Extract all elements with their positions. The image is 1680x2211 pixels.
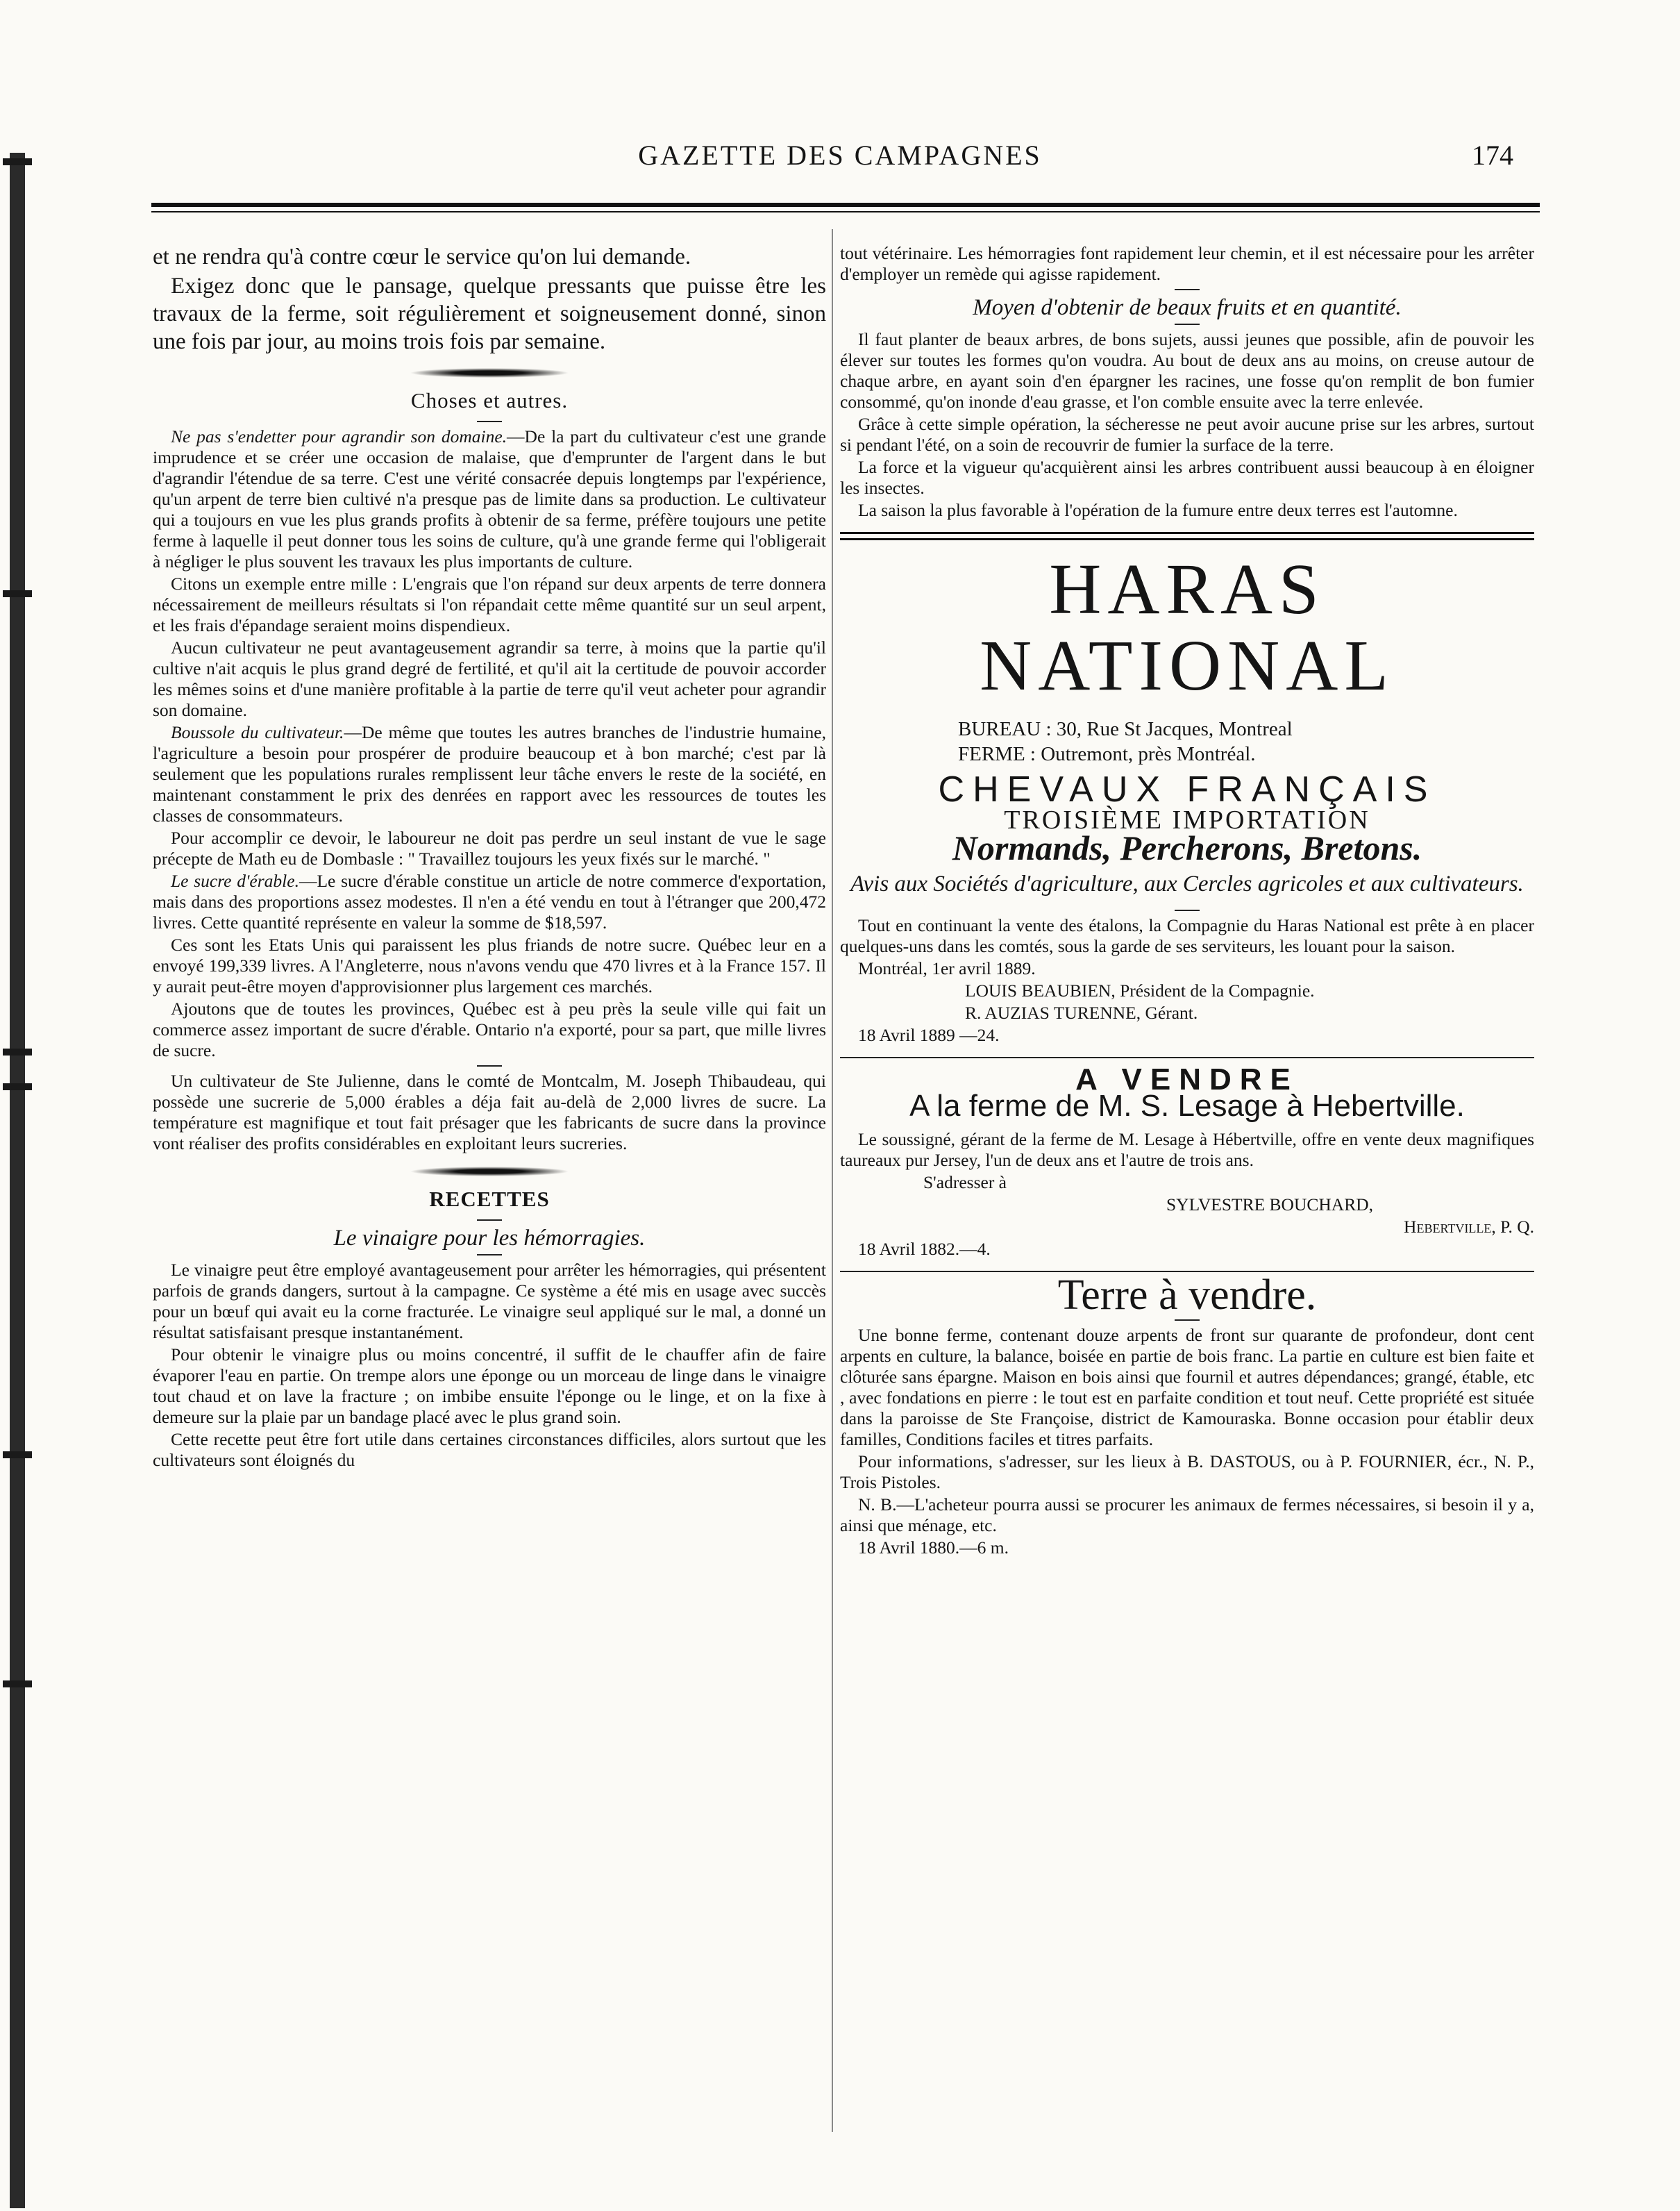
ad-address: FERME : Outremont, près Montréal. <box>958 743 1256 765</box>
left-column <box>153 243 826 1472</box>
ad-subtitle: A la ferme de M. S. Lesage à Hebertville. <box>909 1089 1465 1123</box>
paragraph: et ne rendra qu'à contre cœur le service qu'on lui demande. <box>153 244 691 269</box>
divider <box>840 1057 1534 1058</box>
binding-knot <box>3 1049 32 1056</box>
paragraph: La saison la plus favorable à l'opération de la fumure entre deux terres est l'automne. <box>858 500 1458 520</box>
page-number: 174 <box>1472 140 1513 171</box>
ad-footer: 18 Avril 1880.—6 m. <box>858 1537 1009 1558</box>
ad-address-label: S'adresser à <box>923 1172 1007 1192</box>
short-rule <box>477 421 502 422</box>
subsection-heading: Le vinaigre pour les hémorragies. <box>333 1226 646 1251</box>
ad-notice: Avis aux Sociétés d'agriculture, aux Cercles agricoles et aux cultivateurs. <box>850 871 1524 896</box>
paragraph: Pour accomplir ce devoir, le laboureur ne doit pas perdre un seul instant de vue le sage précepte de Math eu de Dombasle : " Travaillez toujours les yeux fixés sur le marché. " <box>153 828 826 869</box>
paragraph: Cette recette peut être fort utile dans certaines circonstances difficiles, alors surtout que les cultivateurs sont éloignés du <box>153 1429 826 1470</box>
item-title: Boussole du cultivateur. <box>171 722 344 742</box>
item-text: —De la part du cultivateur c'est une grande imprudence et se créer une occasion de malaise, que d'emprunter de l'argent dans le but d'agrandir l'étendue de sa terre. C'est une vérité consacrée depuis longtemps par l'expérience, qu'un arpent de terre bien cultivé n'a presque pas de limite dans sa production. Le cultivateur qui a toujours en vue les plus grands profits à obtenir de sa ferme, préfère toujours une petite ferme à laquelle il peut donner tous les soins de culture, qu'à une grande ferme qui l'obligerait à négliger le plus souvent les travaux les plus importants de culture. <box>153 426 826 571</box>
ornamental-rule <box>410 1167 569 1176</box>
header-rule-thin <box>151 211 1540 212</box>
binding-knot <box>3 1083 32 1090</box>
paragraph: Pour informations, s'adresser, sur les lieux à B. DASTOUS, ou à P. FOURNIER, écr., N. P., Trois Pistoles. <box>840 1451 1534 1492</box>
ad-date: Montréal, 1er avril 1889. <box>858 958 1036 978</box>
subsection-heading: Moyen d'obtenir de beaux fruits et en quantité. <box>973 295 1402 320</box>
paragraph: N. B.—L'acheteur pourra aussi se procurer les animaux de fermes nécessaires, si besoin il y a, ainsi que ménage, etc. <box>840 1494 1534 1535</box>
binding-knot <box>3 1451 32 1458</box>
paragraph: Citons un exemple entre mille : L'engrais que l'on répand sur deux arpents de terre donnera nécessairement de meilleurs résultats si l'on répandait cette même quantité sur un seul arpent, et les frais d'épandage seraient moins dispendieux. <box>153 574 826 635</box>
advertisement-vendre <box>840 1062 1534 1260</box>
paragraph: Il faut planter de beaux arbres, de bons sujets, aussi jeunes que possible, afin de pouvoir les élever sur toutes les formes qu'on voudra. Au bout de deux ans au moins, on creuse autour de chaque arbre, en ayant soin d'en épargner les racines, une fosse qu'on remplit de bon fumier consommé, qu'on inonde d'eau grasse, et l'on comble ensuite avec la terre enlevée. <box>840 329 1534 412</box>
paragraph: Le soussigné, gérant de la ferme de M. Lesage à Hébertville, offre en vente deux magnifiques taureaux pur Jersey, l'un de deux ans et l'autre de trois ans. <box>840 1129 1534 1170</box>
paragraph: Le vinaigre peut être employé avantageusement pour arrêter les hémorragies, qui présentent parfois de grands dangers, surtout à la campagne. Ce système a été mis en usage avec succès pour un bœuf qui avait eu la corne fracturée. Le vinaigre seul appliqué sur le mal, a donné un résultat satisfaisant presque instantanément. <box>153 1260 826 1342</box>
paragraph: Aucun cultivateur ne peut avantageusement agrandir sa terre, à moins que la partie qu'il cultive n'ait acquis le plus grand degré de fertilité, et qu'il ait la certitude de pouvoir accorder les mêmes soins et d'une manière profitable à la partie de terre qu'il veut acheter pour agrandir son domaine. <box>153 637 826 720</box>
ad-title: A VENDRE <box>1075 1062 1299 1096</box>
ad-signature: LOUIS BEAUBIEN, Président de la Compagnie. <box>965 981 1315 1001</box>
section-heading: RECETTES <box>429 1187 550 1211</box>
ad-breeds: Normands, Percherons, Bretons. <box>952 828 1422 867</box>
advertisement-haras <box>840 551 1534 1046</box>
ad-signature: R. AUZIAS TURENNE, Gérant. <box>965 1003 1198 1023</box>
paragraph: Un cultivateur de Ste Julienne, dans le comté de Montcalm, M. Joseph Thibaudeau, qui possède une sucrerie de 5,000 érables a déja fait au-delà de 2,000 livres de sucre. La température est magnifique et tout fait présager que les fabricants de sucre dans la province vont réaliser des profits considérables en exploitant leurs sucreries. <box>153 1071 826 1153</box>
column-separator <box>832 229 833 2132</box>
short-rule <box>1175 1319 1200 1321</box>
double-rule <box>840 532 1534 540</box>
item-text: —De même que toutes les autres branches de l'industrie humaine, l'agriculture a besoin pour prospérer de produire beaucoup et à bon marché; c'est par là seulement que les populations rurales remplissent leur tâche envers le reste de la société, en maintenant constamment le prix des denrées en rapport avec les ressources de toutes les classes de consommateurs. <box>153 722 826 826</box>
binding-knot <box>3 1680 32 1687</box>
paragraph: Exigez donc que le pansage, quelque pressants que puisse être les travaux de la ferme, soit régulièrement et soigneusement donné, sinon une fois par jour, au moins trois fois par semaine. <box>153 274 826 354</box>
ad-subheadline: TROISIÈME IMPORTATION <box>1004 806 1370 835</box>
short-rule <box>1175 289 1200 290</box>
ad-title: Terre à vendre. <box>1057 1271 1317 1319</box>
ad-footer: 18 Avril 1889 —24. <box>858 1025 1000 1045</box>
item-text: —Le sucre d'érable constitue un article de notre commerce d'exportation, mais dans des proportions assez modestes. Il n'en a été vendu en tout à l'étranger que 200,472 livres. Cette quantité représente en valeur la somme de $18,597. <box>153 871 826 933</box>
paragraph <box>153 871 826 933</box>
short-rule <box>477 1065 502 1067</box>
paragraph: Une bonne ferme, contenant douze arpents de front sur quarante de profondeur, dont cent arpents en culture, la balance, boisée en partie de bois franc. La partie en culture est bien faite et clôturée sans épargne. Maison en bois ainsi que fournil et autres dépendances; grangé, étable, etc , avec fondations en pierre : le tout est en parfaite condition et tout neuf. Cette propriété est située dans la paroisse de Ste Françoise, district de Kamouraska. Bonne occasion pour établir deux familles, Conditions faciles et titres parfaits. <box>840 1325 1534 1449</box>
binding-strip <box>10 153 25 2208</box>
ad-address: BUREAU : 30, Rue St Jacques, Montreal <box>958 718 1293 740</box>
short-rule <box>1175 910 1200 911</box>
binding-knot <box>3 590 32 597</box>
paragraph: Ces sont les Etats Unis qui paraissent les plus friands de notre sucre. Québec leur en a envoyé 199,339 livres. A l'Angleterre, nous n'avons vendu que 470 livres et à la France 157. Il y aurait peut-être moyen d'approvisionner plus largement ces marchés. <box>153 935 826 996</box>
ad-contact-name: SYLVESTRE BOUCHARD, <box>1166 1194 1374 1215</box>
ad-contact-place: Hebertville, P. Q. <box>1404 1217 1534 1237</box>
short-rule <box>477 1254 502 1255</box>
right-column <box>840 243 1534 1560</box>
short-rule <box>1175 324 1200 325</box>
advertisement-terre <box>840 1271 1534 1558</box>
item-title: Ne pas s'endetter pour agrandir son domaine. <box>171 426 507 447</box>
paragraph: Ajoutons que de toutes les provinces, Québec est à peu près la seule ville qui fait un commerce assez important de sucre d'érable. Ontario n'a exporté, pour sa part, que mille livres de sucre. <box>153 999 826 1060</box>
ad-title: HARAS NATIONAL <box>980 549 1395 706</box>
item-title: Le sucre d'érable. <box>171 871 299 891</box>
page-header-title: GAZETTE DES CAMPAGNES <box>638 140 1042 171</box>
paragraph: tout vétérinaire. Les hémorragies font rapidement leur chemin, et il est nécessaire pour les arrêter d'employer un remède qui agisse rapidement. <box>840 243 1534 284</box>
paragraph: Tout en continuant la vente des étalons, la Compagnie du Haras National est prête à en placer quelques-uns dans les comtés, sous la garde de ses serviteurs, les louant pour la saison. <box>840 915 1534 956</box>
section-heading: Choses et autres. <box>410 388 569 412</box>
paragraph: La force et la vigueur qu'acquièrent ainsi les arbres contribuent aussi beaucoup à en éloigner les insectes. <box>840 457 1534 498</box>
ad-footer: 18 Avril 1882.—4. <box>858 1239 991 1259</box>
header-rule <box>151 203 1540 207</box>
paragraph <box>153 426 826 572</box>
ad-headline: CHEVAUX FRANÇAIS <box>938 769 1436 810</box>
paragraph: Grâce à cette simple opération, la sécheresse ne peut avoir aucune prise sur les arbres, surtout si pendant l'été, on a soin de recouvrir de fumier la surface de la terre. <box>840 414 1534 455</box>
paragraph <box>153 722 826 826</box>
paragraph: Pour obtenir le vinaigre plus ou moins concentré, il suffit de le chauffer afin de faire évaporer l'eau en partie. On trempe alors une éponge ou un morceau de linge dans le vinaigre tout chaud et on lave la fracture ; on imbibe ensuite l'éponge ou le linge, et on la fixe à demeure sur la plaie par un bandage placé avec le plus grand soin. <box>153 1344 826 1427</box>
short-rule <box>477 1219 502 1221</box>
ornamental-rule <box>410 368 569 378</box>
